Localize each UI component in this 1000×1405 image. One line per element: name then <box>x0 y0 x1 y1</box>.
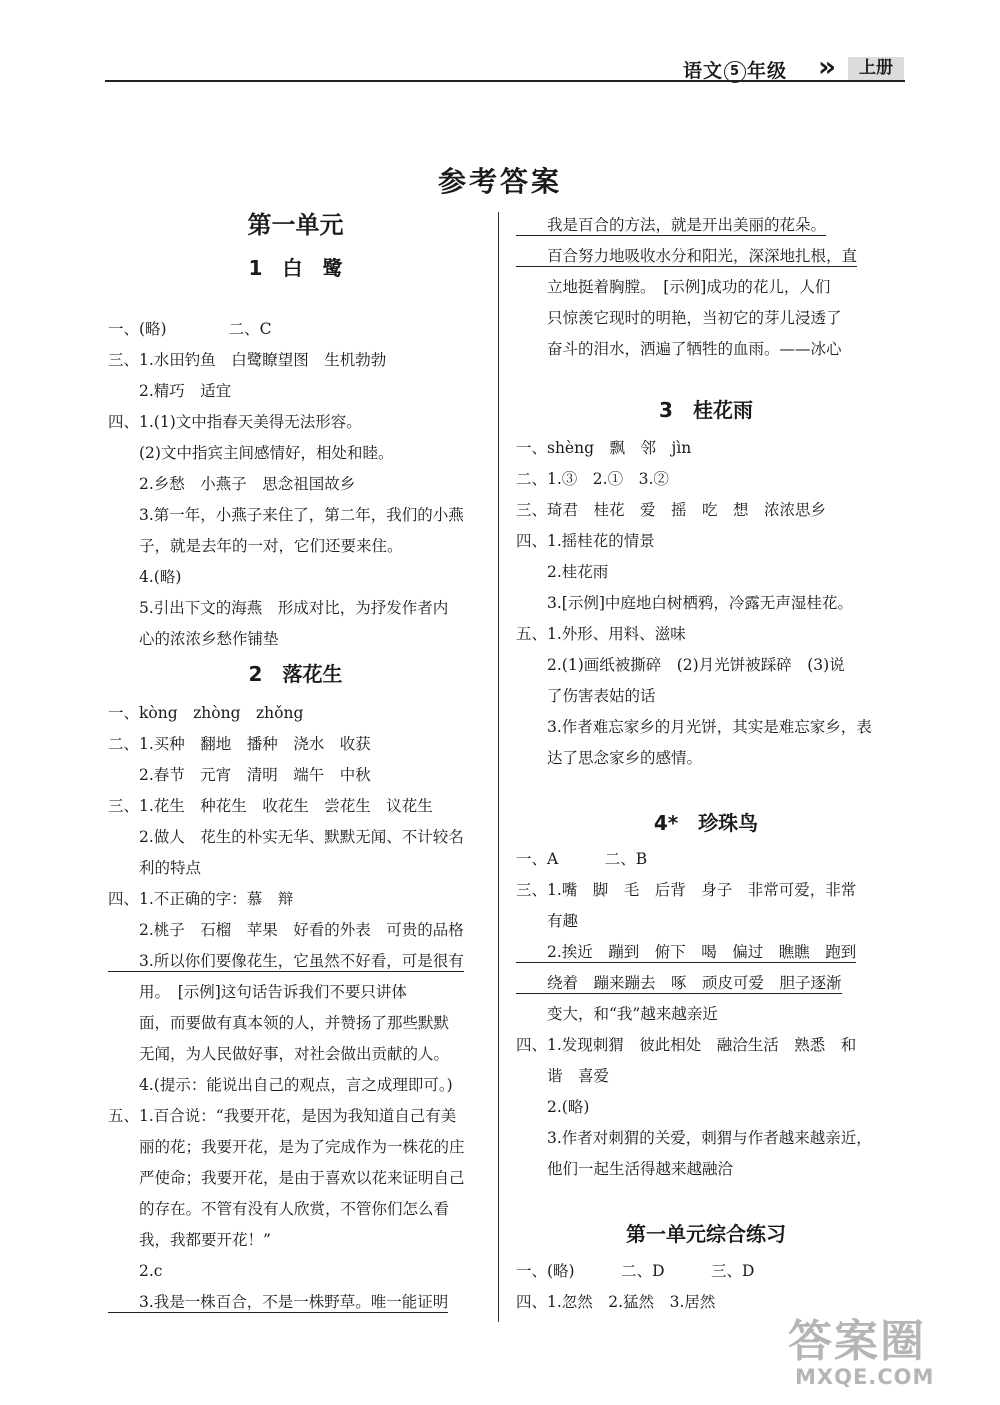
review-title: 第一单元综合练习 <box>626 1222 786 1246</box>
answer-line: 一、kòng zhòng zhǒng <box>108 704 304 722</box>
answer-line: 四、1.(1)文中指春天美得无法形容。 <box>108 413 362 431</box>
column-divider <box>498 212 499 1322</box>
header-subject <box>683 56 787 83</box>
lesson-3-title: 3 桂花雨 <box>659 398 753 422</box>
answer-line: 我是百合的方法，就是开出美丽的花朵。 <box>516 216 827 234</box>
answer-line: 2.做人 花生的朴实无华、默默无闻、不计较名 <box>108 828 464 846</box>
answer-line: 3.[示例]中庭地白树栖鸦，冷露无声湿桂花。 <box>516 594 853 612</box>
answer-line: 心的浓浓乡愁作铺垫 <box>108 630 279 648</box>
answer-line: 丽的花；我要开花，是为了完成作为一株花的庄 <box>108 1138 465 1156</box>
answer-line: 我，我都要开花！” <box>108 1231 271 1249</box>
lesson-4-title: 4* 珍珠鸟 <box>653 811 759 835</box>
answer-line: 2.精巧 适宜 <box>108 382 232 400</box>
answer-line: 二、1.买种 翻地 播种 浇水 收获 <box>108 735 371 753</box>
answer-line: 3.第一年，小燕子来住了，第二年，我们的小燕 <box>108 506 464 524</box>
answer-line: 了伤害表姑的话 <box>516 687 656 705</box>
answer-line: 3.作者对刺猬的关爱，刺猬与作者越来越亲近， <box>516 1129 872 1147</box>
watermark-url: MXQE.COM <box>795 1365 935 1389</box>
answer-line: 二、1.③ 2.① 3.② <box>516 470 669 488</box>
answer-line: 五、1.百合说：“我要开花，是因为我知道自己有美 <box>108 1107 457 1125</box>
answer-line: 用。 [示例]这句话告诉我们不要只讲体 <box>108 983 407 1001</box>
grade-label: 年级 <box>747 60 788 82</box>
answer-line: 3.作者难忘家乡的月光饼，其实是难忘家乡，表 <box>516 718 872 736</box>
lesson-1-title: 1 白 鹭 <box>248 256 343 280</box>
answer-line: 绕着 蹦来蹦去 啄 顽皮可爱 胆子逐渐 <box>516 974 842 992</box>
answer-line: 谐 喜爱 <box>516 1067 610 1085</box>
answer-line: 无闻，为人民做好事，对社会做出贡献的人。 <box>108 1045 450 1063</box>
answer-line: 三、琦君 桂花 爱 摇 吃 想 浓浓思乡 <box>516 501 827 519</box>
watermark-logo: 答案圈 <box>788 1316 926 1367</box>
answer-line: 他们一起生活得越来越融洽 <box>516 1160 734 1178</box>
answer-line: 2.(1)画纸被撕碎 (2)月光饼被踩碎 (3)说 <box>516 656 845 674</box>
answer-line: 奋斗的泪水，洒遍了牺牲的血雨。——冰心 <box>516 340 842 358</box>
answer-line: 3.所以你们要像花生，它虽然不好看，可是很有 <box>108 952 464 970</box>
answer-line: 五、1.外形、用料、滋味 <box>516 625 686 643</box>
lesson-2-title: 2 落花生 <box>248 662 343 686</box>
answer-line: 严使命；我要开花，是由于喜欢以花来证明自己 <box>108 1169 465 1187</box>
answer-line: 立地挺着胸膛。 [示例]成功的花儿，人们 <box>516 278 831 296</box>
volume-label: 上册 <box>848 57 904 80</box>
answer-line: 2.(略) <box>516 1098 590 1116</box>
grade-number: 5 <box>724 61 746 83</box>
answer-line: 四、1.摇桂花的情景 <box>516 532 655 550</box>
answer-line: 一、shèng 飘 邻 jìn <box>516 439 692 457</box>
answer-line: 只惊羡它现时的明艳，当初它的芽儿浸透了 <box>516 309 842 327</box>
answer-line: 4.(略) <box>108 568 182 586</box>
answer-line: 三、1.水田钓鱼 白鹭瞭望图 生机勃勃 <box>108 351 387 369</box>
header-rule <box>105 80 905 82</box>
answer-line: 变大，和“我”越来越亲近 <box>516 1005 718 1023</box>
answer-line: 一、(略) 二、D 三、D <box>516 1262 755 1280</box>
answer-line: 子，就是去年的一对，它们还要来住。 <box>108 537 403 555</box>
answer-line: 2.桂花雨 <box>516 563 609 581</box>
answer-line: 2.挨近 蹦到 俯下 喝 偏过 瞧瞧 跑到 <box>516 943 857 961</box>
answer-line: 一、A 二、B <box>516 850 648 868</box>
answer-line: 5.引出下文的海燕 形成对比，为抒发作者内 <box>108 599 449 617</box>
subject-label: 语文 <box>683 60 724 82</box>
answer-line: 2.乡愁 小燕子 思念祖国故乡 <box>108 475 356 493</box>
answer-line: 三、1.嘴 脚 毛 后背 身子 非常可爱，非常 <box>516 881 857 899</box>
answer-line: 4.(提示：能说出自己的观点，言之成理即可。) <box>108 1076 453 1094</box>
chevron-icon: » <box>818 50 831 83</box>
answer-line: 2.c <box>108 1262 163 1280</box>
answer-line: 有趣 <box>516 912 579 930</box>
answer-line: 的存在。不管有没有人欣赏，不管你们怎么看 <box>108 1200 450 1218</box>
answer-line: 百合努力地吸收水分和阳光，深深地扎根，直 <box>516 247 858 265</box>
answer-line: 2.春节 元宵 清明 端午 中秋 <box>108 766 371 784</box>
answer-line: 四、1.不正确的字：慕 辩 <box>108 890 294 908</box>
page-title: 参考答案 <box>437 165 562 198</box>
answer-line: (2)文中指宾主间感情好，相处和睦。 <box>108 444 394 462</box>
answer-line: 四、1.发现刺猬 彼此相处 融洽生活 熟悉 和 <box>516 1036 857 1054</box>
answer-line: 2.桃子 石榴 苹果 好看的外表 可贵的品格 <box>108 921 464 939</box>
answer-line: 四、1.忽然 2.猛然 3.居然 <box>516 1293 716 1311</box>
answer-line: 面，而要做有真本领的人，并赞扬了那些默默 <box>108 1014 450 1032</box>
answer-line: 一、(略) 二、C <box>108 320 272 338</box>
answer-line: 利的特点 <box>108 859 202 877</box>
answer-line: 达了思念家乡的感情。 <box>516 749 703 767</box>
answer-line: 三、1.花生 种花生 收花生 尝花生 议花生 <box>108 797 433 815</box>
answer-line: 3.我是一株百合，不是一株野草。唯一能证明 <box>108 1293 449 1311</box>
unit-title: 第一单元 <box>247 211 344 239</box>
